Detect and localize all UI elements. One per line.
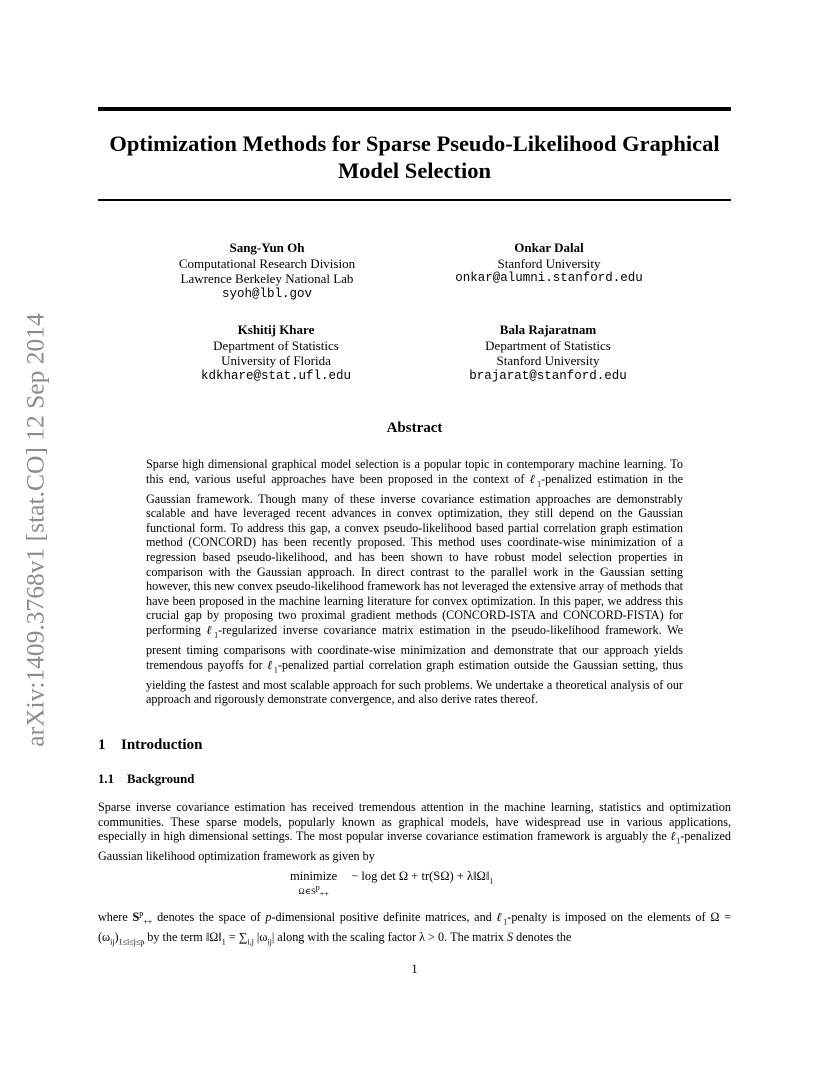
author-block [418,322,678,384]
paper-title: Optimization Methods for Sparse Pseudo-Likelihood Graphical Model Selection [109,131,720,183]
equation-expression: − $\log \det \Omega + tr(S\Omega) + \lambda‖\Omega‖_1$ [351,869,494,886]
author-affiliation: Department of Statistics [213,337,339,353]
author-affiliation: Lawrence Berkeley National Lab [180,271,354,286]
author-block [146,322,406,384]
author-affiliation: University of Florida [221,353,331,368]
author-affiliation: Stanford University [497,255,601,271]
author-affiliation: Stanford University [496,353,600,368]
author-name: Onkar Dalal [514,240,584,255]
author-block [137,240,397,302]
arxiv-id: arXiv:1409.3768v1 [stat.CO] 12 Sep 2014 [21,313,50,747]
author-email: brajarat@stanford.edu [469,368,627,383]
equation [290,869,550,899]
author-affiliation: Computational Research Division [178,255,356,271]
section-heading: 1 Introduction [98,737,203,753]
author-email: syoh@lbl.gov [221,286,312,301]
abstract-heading: Abstract [386,420,443,436]
page-number: 1 [411,962,418,976]
body-paragraph: where $S^p_{++}$ denotes the space of p-dimensional positive definite matrices, and ℓ$_1$-penalty is imposed on the elements of $\Omega = (\omega_{ij})_{1\le i\le j\le p}$ by the term $‖\Omega‖_1 = \sum_{i,j}$ $|\omega_{ij}|$ along with the scaling factor λ > 0. The matrix S denotes the [98,909,731,947]
author-name: Kshitij Khare [237,322,315,337]
author-email: kdkhare@stat.ufl.edu [200,368,352,383]
subsection-heading: 1.1 Background [98,772,195,786]
arxiv-stamp [16,290,56,770]
equation-operator: minimize $\Omega\in S^p_{++}$ [290,869,338,899]
author-name: Bala Rajaratnam [499,322,597,337]
title-rule-bottom [98,199,731,201]
author-block [419,240,679,287]
author-name: Sang-Yun Oh [229,240,305,255]
author-affiliation: Department of Statistics [485,337,611,353]
title-rule-top [98,107,731,111]
body-paragraph: Sparse inverse covariance estimation has received tremendous attention in the machine learning, statistics and optimization communities. These sparse models, popularly known as graphical models, have widespread use in various applications, especially in high dimensional settings. The most popular inverse covariance estimation framework is arguably the ℓ$_1$-penalized Gaussian likelihood optimization framework as given by [98,800,731,864]
abstract-text: Sparse high dimensional graphical model selection is a popular topic in contemporary machine learning. To this end, various useful approaches have been proposed in the context of ℓ$_1$-penalized estimation in the Gaussian framework. Though many of these inverse covariance estimation approaches are demonstrably scalable and have leveraged recent advances in convex optimization, they still depend on the Gaussian functional form. To address this gap, a convex pseudo-likelihood based partial correlation graph estimation method (CONCORD) has been recently proposed. This method uses coordinate-wise minimization of a regression based pseudo-likelihood, and has been shown to have robust model selection properties in comparison with the Gaussian approach. In direct contrast to the parallel work in the Gaussian setting however, this new convex pseudo-likelihood framework has not leveraged the extensive array of methods that have been proposed in the machine learning literature for convex optimization. In this paper, we address this crucial gap by proposing two proximal gradient methods (CONCORD-ISTA and CONCORD-FISTA) for performing ℓ$_1$-regularized inverse covariance matrix estimation in the pseudo-likelihood framework. We present timing comparisons with coordinate-wise minimization and demonstrate that our approach yields tremendous payoffs for ℓ$_1$-penalized partial correlation graph estimation outside the Gaussian setting, thus yielding the fastest and most scalable approach for such problems. We undertake a theoretical analysis of our approach and rigorously demonstrate convergence, and also derive rates thereof. [146,457,684,707]
author-email: onkar@alumni.stanford.edu [455,271,643,285]
